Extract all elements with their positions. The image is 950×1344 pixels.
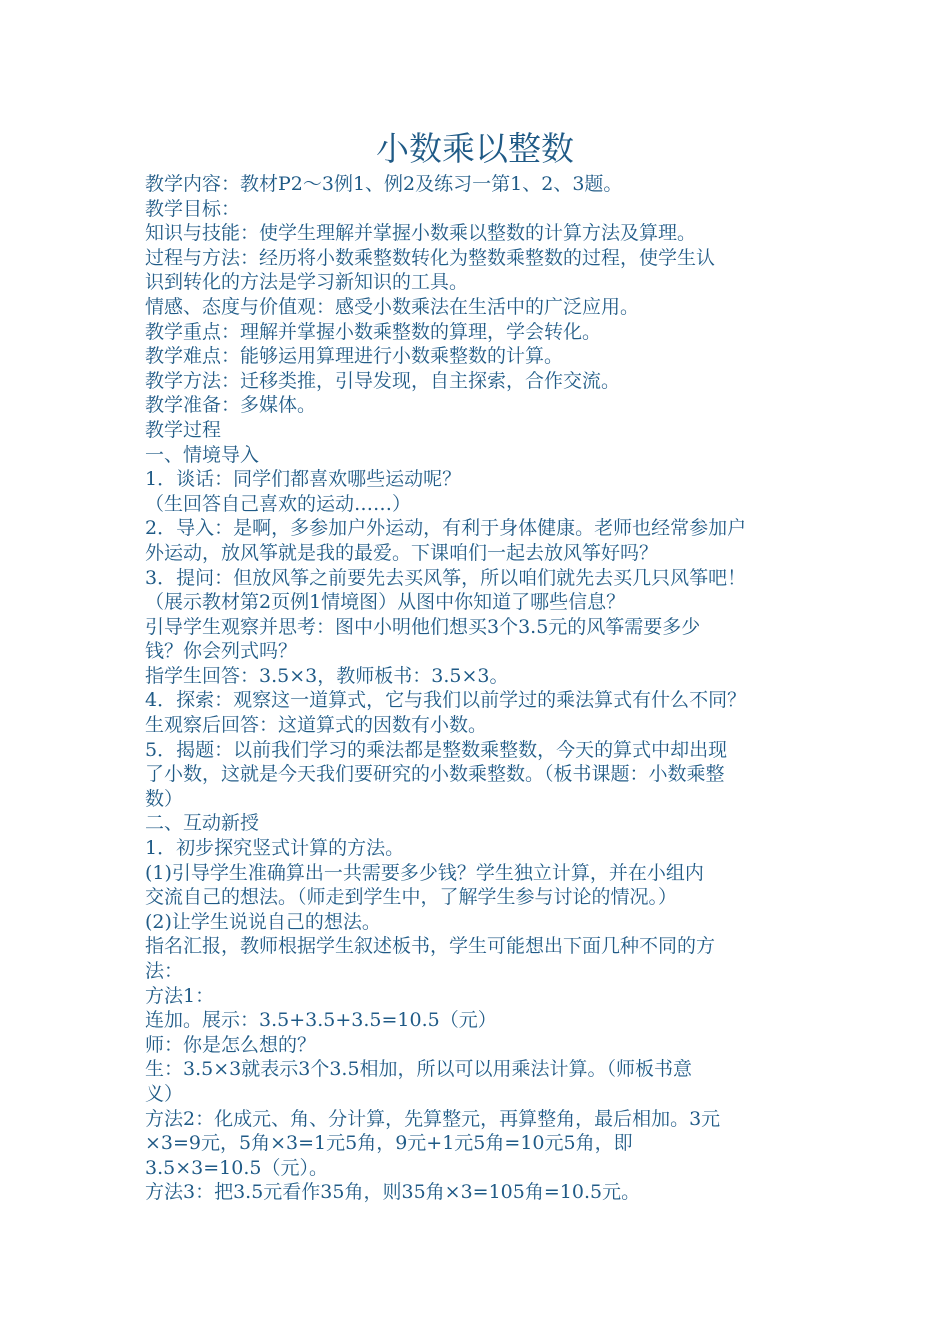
document-title: 小数乘以整数 [376, 129, 574, 168]
text-line: 法： [145, 960, 184, 982]
text-line: 识到转化的方法是学习新知识的工具。 [145, 271, 469, 294]
text-line: 教学准备：多媒体。 [145, 394, 317, 417]
text-line: (2)让学生说说自己的想法。 [145, 910, 381, 933]
text-line: 3．提问：但放风筝之前要先去买风筝，所以咱们就先去买几只风筝吧！ [145, 566, 747, 589]
text-line: 3.5×3=10.5（元）。 [145, 1156, 328, 1179]
text-line: 方法2：化成元、角、分计算，先算整元，再算整角，最后相加。3元 [145, 1107, 721, 1130]
text-line: ×3=9元，5角×3=1元5角，9元+1元5角=10元5角，即 [145, 1132, 633, 1155]
text-line: 引导学生观察并思考：图中小明他们想买3个3.5元的风筝需要多少 [145, 615, 701, 638]
text-line: 指名汇报，教师根据学生叙述板书，学生可能想出下面几种不同的方 [145, 935, 716, 958]
text-line: 教学难点：能够运用算理进行小数乘整数的计算。 [145, 345, 564, 368]
text-line: 了小数，这就是今天我们要研究的小数乘整数。（板书课题：小数乘整 [145, 763, 725, 786]
section-heading: 教学过程 [145, 418, 222, 441]
text-line: 数） [145, 787, 184, 810]
text-line: 生：3.5×3就表示3个3.5相加，所以可以用乘法计算。（师板书意 [145, 1058, 693, 1081]
text-line: (1)引导学生准确算出一共需要多少钱？学生独立计算，并在小组内 [145, 861, 704, 884]
text-line: 连加。展示：3.5+3.5+3.5=10.5（元） [145, 1009, 497, 1032]
text-line: 师：你是怎么想的？ [145, 1033, 317, 1056]
section-heading: 一、情境导入 [145, 443, 260, 466]
text-line: 生观察后回答：这道算式的因数有小数。 [145, 714, 488, 737]
text-line: （展示教材第2页例1情境图）从图中你知道了哪些信息？ [145, 591, 626, 614]
text-line: 教学方法：迁移类推，引导发现，自主探索，合作交流。 [145, 369, 621, 392]
text-line: 指学生回答：3.5×3，教师板书：3.5×3。 [145, 664, 509, 687]
text-line: 1．谈话：同学们都喜欢哪些运动呢？ [145, 468, 462, 491]
document-body [145, 172, 815, 1205]
section-heading: 二、互动新授 [145, 812, 260, 835]
text-line: 2．导入：是啊，多参加户外运动，有利于身体健康。老师也经常参加户 [145, 517, 747, 540]
text-line: 方法1： [145, 984, 215, 1007]
text-line: 外运动，放风筝就是我的最爱。下课咱们一起去放风筝好吗？ [145, 541, 659, 564]
text-line: 知识与技能：使学生理解并掌握小数乘以整数的计算方法及算理。 [145, 222, 697, 245]
text-line: 教学内容：教材P2～3例1、例2及练习一第1、2、3题。 [145, 173, 623, 195]
text-line: 过程与方法：经历将小数乘整数转化为整数乘整数的过程，使学生认 [145, 246, 716, 269]
text-line: 1．初步探究竖式计算的方法。 [145, 837, 405, 860]
text-line: 情感、态度与价值观：感受小数乘法在生活中的广泛应用。 [145, 295, 640, 318]
text-line: 4．探索：观察这一道算式，它与我们以前学过的乘法算式有什么不同？ [145, 689, 747, 712]
text-line: 教学重点：理解并掌握小数乘整数的算理，学会转化。 [145, 320, 602, 343]
text-line: 方法3：把3.5元看作35角，则35角×3=105角=10.5元。 [145, 1181, 641, 1204]
text-line: 钱？你会列式吗？ [145, 640, 298, 663]
text-line: （生回答自己喜欢的运动……） [145, 492, 412, 515]
text-line: 交流自己的想法。（师走到学生中，了解学生参与讨论的情况。） [145, 886, 678, 909]
text-line: 义） [145, 1082, 184, 1105]
text-line: 5．揭题：以前我们学习的乘法都是整数乘整数，今天的算式中却出现 [145, 738, 728, 761]
text-line: 教学目标： [145, 197, 241, 220]
